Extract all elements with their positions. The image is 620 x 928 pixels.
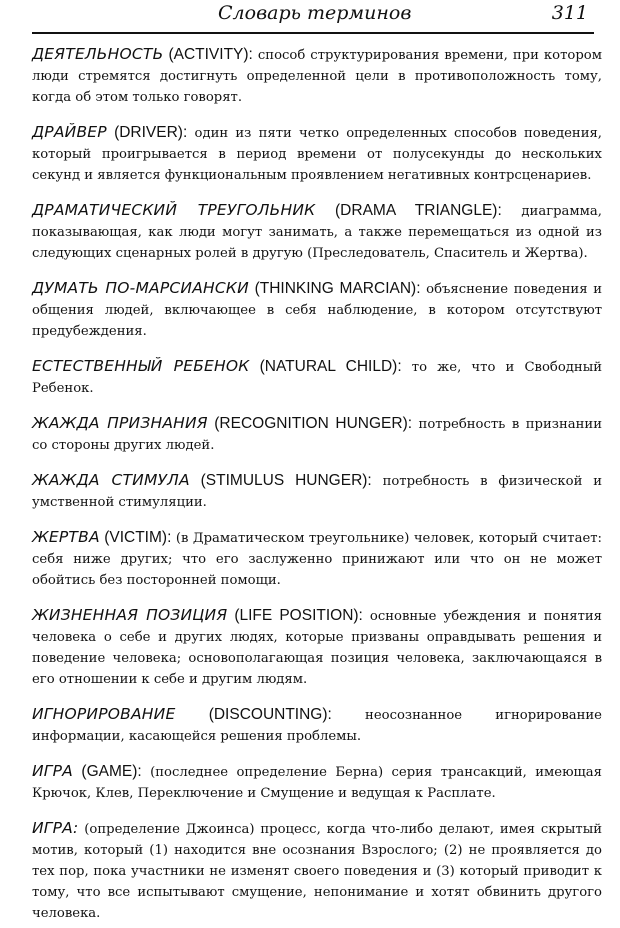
glossary-entry [32, 200, 602, 264]
entry-english: (GAME): [81, 763, 142, 780]
entry-definition: (определение Джоинса) процесс, когда что-либо делают, имея скрытый мотив, который (1) находится вне осознания Взрослого; (2) не проявляется до тех пор, пока участники не изменят своего поведения и (3) который приводит к тому, что все испытывают смущение, непонимание и хотят обвинить другого человека. [32, 822, 602, 921]
glossary-entry [32, 761, 602, 804]
glossary-entry [32, 605, 602, 690]
glossary-entry [32, 818, 602, 924]
entry-definition: (в Драматическом треугольнике) человек, который считает: себя ниже других; что его заслуженно принижают или что он не может обойтись без посторонней помощи. [32, 531, 602, 588]
entry-term: ДРАЙВЕР [32, 123, 107, 141]
entry-term: ДРАМАТИЧЕСКИЙ ТРЕУГОЛЬНИК [32, 201, 316, 219]
entry-term: ЖЕРТВА [32, 528, 100, 546]
glossary-entry [32, 413, 602, 456]
entry-english: (LIFE POSITION): [234, 607, 363, 624]
entry-english: (ACTIVITY): [168, 46, 253, 63]
glossary-entry [32, 122, 602, 186]
entry-term: ИГНОРИРОВАНИЕ [32, 705, 176, 723]
entry-term: ИГРА [32, 762, 73, 780]
glossary-entry [32, 704, 602, 747]
entry-definition: диаграмма, показывающая, как люди могут занимать, а также перемещаться из одной из следующих сценарных ролей в другую (Преследователь, Спаситель и Жертва). [32, 204, 602, 261]
entry-english: (DISCOUNTING): [208, 706, 332, 723]
entry-english: (THINKING MARCIAN): [254, 280, 421, 297]
glossary-entries [32, 34, 602, 924]
entry-definition: потребность в признании со стороны других людей. [32, 417, 602, 453]
entry-definition: один из пяти четко определенных способов поведения, который проигрывается в период времени от полусекунды до нескольких секунд и является функциональным проявлением негативных контрсценариев. [32, 126, 602, 183]
entry-term: ДЕЯТЕЛЬНОСТЬ [32, 45, 164, 63]
entry-term: ЕСТЕСТВЕННЫЙ РЕБЕНОК [32, 357, 250, 375]
glossary-entry [32, 44, 602, 108]
running-header [32, 0, 594, 34]
entry-english: (VICTIM): [104, 529, 172, 546]
entry-term: ЖАЖДА ПРИЗНАНИЯ [32, 414, 208, 432]
glossary-entry [32, 527, 602, 591]
entry-english: (RECOGNITION HUNGER): [214, 415, 413, 432]
entry-term: ЖАЖДА СТИМУЛА [32, 471, 190, 489]
entry-english: (DRAMA TRIANGLE): [335, 202, 502, 219]
entry-english: (STIMULUS HUNGER): [200, 472, 372, 489]
entry-definition: (последнее определение Берна) серия трансакций, имеющая Крючок, Клев, Переключение и Смущение и ведущая к Расплате. [32, 765, 602, 801]
entry-definition: то же, что и Свободный Ребенок. [32, 360, 602, 396]
entry-definition: неосознанное игнорирование информации, касающейся решения проблемы. [32, 708, 602, 744]
glossary-entry [32, 470, 602, 513]
glossary-entry [32, 278, 602, 342]
glossary-entry [32, 356, 602, 399]
entry-definition: объяснение поведения и общения людей, включающее в себя наблюдение, в котором отсутствуют предубеждения. [32, 282, 602, 339]
running-title: Словарь терминов [218, 2, 412, 24]
entry-definition: потребность в физической и умственной стимуляции. [32, 474, 602, 510]
entry-definition: основные убеждения и понятия человека о себе и других людях, которые призваны оправдывать решения и поведение человека; основополагающая позиция человека, заключающаяся в его отношении к себе и другим людям. [32, 609, 602, 687]
entry-term: ИГРА: [32, 819, 79, 837]
entry-definition: способ структурирования времени, при котором люди стремятся достигнуть определенной цели в противоположность тому, когда об этом только говорят. [32, 48, 602, 105]
entry-english: (NATURAL CHILD): [259, 358, 402, 375]
entry-term: ДУМАТЬ ПО-МАРСИАНСКИ [32, 279, 249, 297]
entry-term: ЖИЗНЕННАЯ ПОЗИЦИЯ [32, 606, 228, 624]
entry-english: (DRIVER): [114, 124, 188, 141]
page-number: 311 [551, 2, 588, 24]
